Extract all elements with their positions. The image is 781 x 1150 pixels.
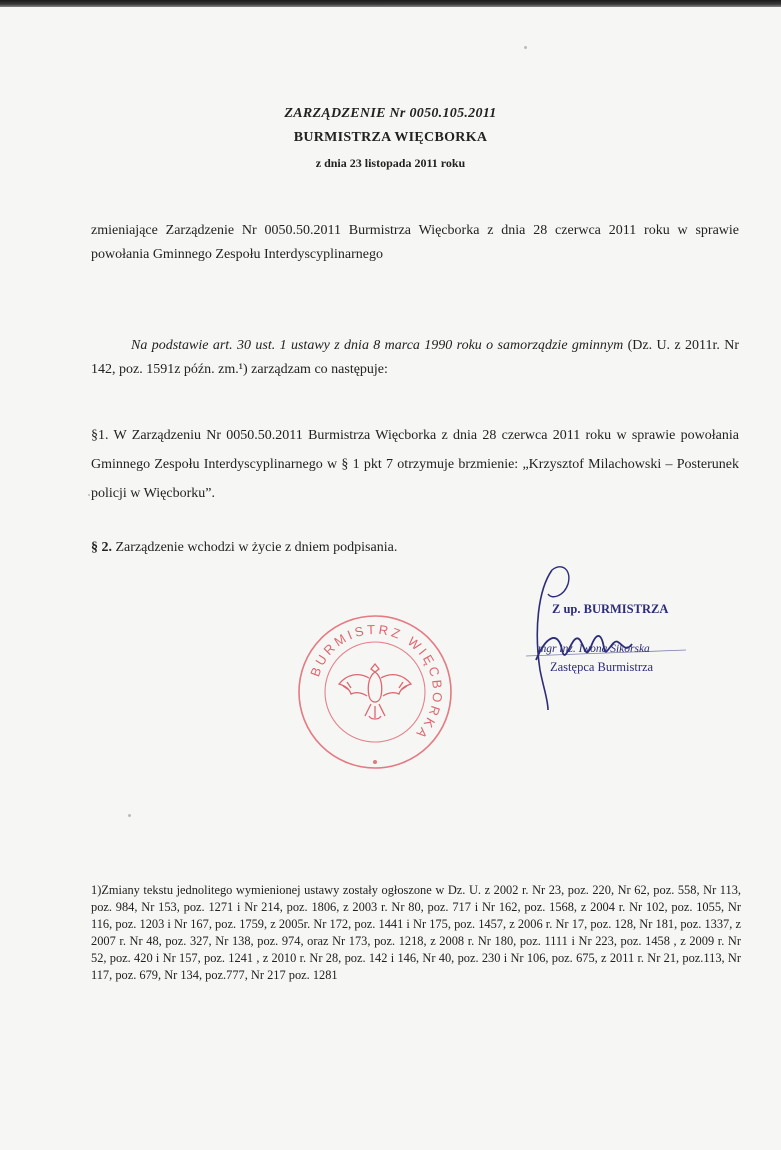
document-title: ZARZĄDZENIE Nr 0050.105.2011 [284, 106, 497, 121]
legal-basis-italic: Na podstawie art. 30 ust. 1 ustawy z dnia 8 marca 1990 roku o samorządzie gminnym [131, 338, 624, 353]
seal-text: BURMISTRZ WIĘCBORKA [307, 621, 446, 744]
section-2-paragraph [91, 536, 739, 560]
scan-speck [128, 814, 131, 817]
legal-basis-plain: (Dz. U. z 2011r. Nr 142, poz. 1591z późn. zm.¹) zarządzam co następuje: [91, 338, 740, 377]
section-1-paragraph: §1. W Zarządzeniu Nr 0050.50.2011 Burmistrza Więcborka z dnia 28 czerwca 2011 roku w sprawie powołania Gminnego Zespołu Interdyscyplinarnego w § 1 pkt 7 otrzymuje brzmienie: „Krzysztof Milachowski – Posterunek policji w Więcborku”. [91, 428, 739, 501]
official-seal-stamp [295, 612, 455, 772]
subject-paragraph: zmieniające Zarządzenie Nr 0050.50.2011 Burmistrza Więcborka z dnia 28 czerwca 2011 roku w sprawie powołania Gminnego Zespołu Interdyscyplinarnego [91, 223, 739, 262]
section-2-label: § 2. [91, 540, 112, 555]
signature-position: Zastępca Burmistrza [550, 660, 654, 674]
signature-authority: Z up. BURMISTRZA [552, 602, 669, 616]
scan-speck [524, 46, 527, 49]
scan-edge [0, 0, 781, 7]
date-line: z dnia 23 listopada 2011 roku [315, 156, 466, 170]
signature-name: mgr inż. Iwona Sikorska [538, 643, 650, 655]
legal-basis-paragraph [91, 334, 739, 382]
section-2-text: Zarządzenie wchodzi w życie z dniem podpisania. [112, 540, 398, 555]
eagle-emblem-icon [339, 664, 411, 719]
handwritten-signature [526, 560, 766, 710]
footnote: 1)Zmiany tekstu jednolitego wymienionej ustawy zostały ogłoszone w Dz. U. z 2002 r. Nr 23, poz. 220, Nr 62, poz. 558, Nr 113, poz. 984, Nr 153, poz. 1271 i Nr 214, poz. 1806, z 2003 r. Nr 80, poz. 717 i Nr 162, poz. 1568, z 2004 r. Nr 102, poz. 1055, Nr 116, poz. 1203 i Nr 167, poz. 1759, z 2005r. Nr 172, poz. 1441 i Nr 175, poz. 1457, z 2006 r. Nr 17, poz. 128, Nr 181, poz. 1337, z 2007 r. Nr 48, poz. 327, Nr 138, poz. 974, oraz Nr 173, poz. 1218, z 2008 r. Nr 180, poz. 1111 i Nr 223, poz. 1458 , z 2009 r. Nr 52, poz. 420 i Nr 157, poz. 1241 , z 2010 r. Nr 28, poz. 142 i 146, Nr 40, poz. 230 i Nr 106, poz. 675, z 2011 r. Nr 21, poz.113, Nr 117, poz. 679, Nr 134, poz.777, Nr 217 poz. 1281 [91, 883, 741, 982]
scan-speck [88, 494, 90, 496]
issuer-line: BURMISTRZA WIĘCBORKA [293, 130, 488, 145]
